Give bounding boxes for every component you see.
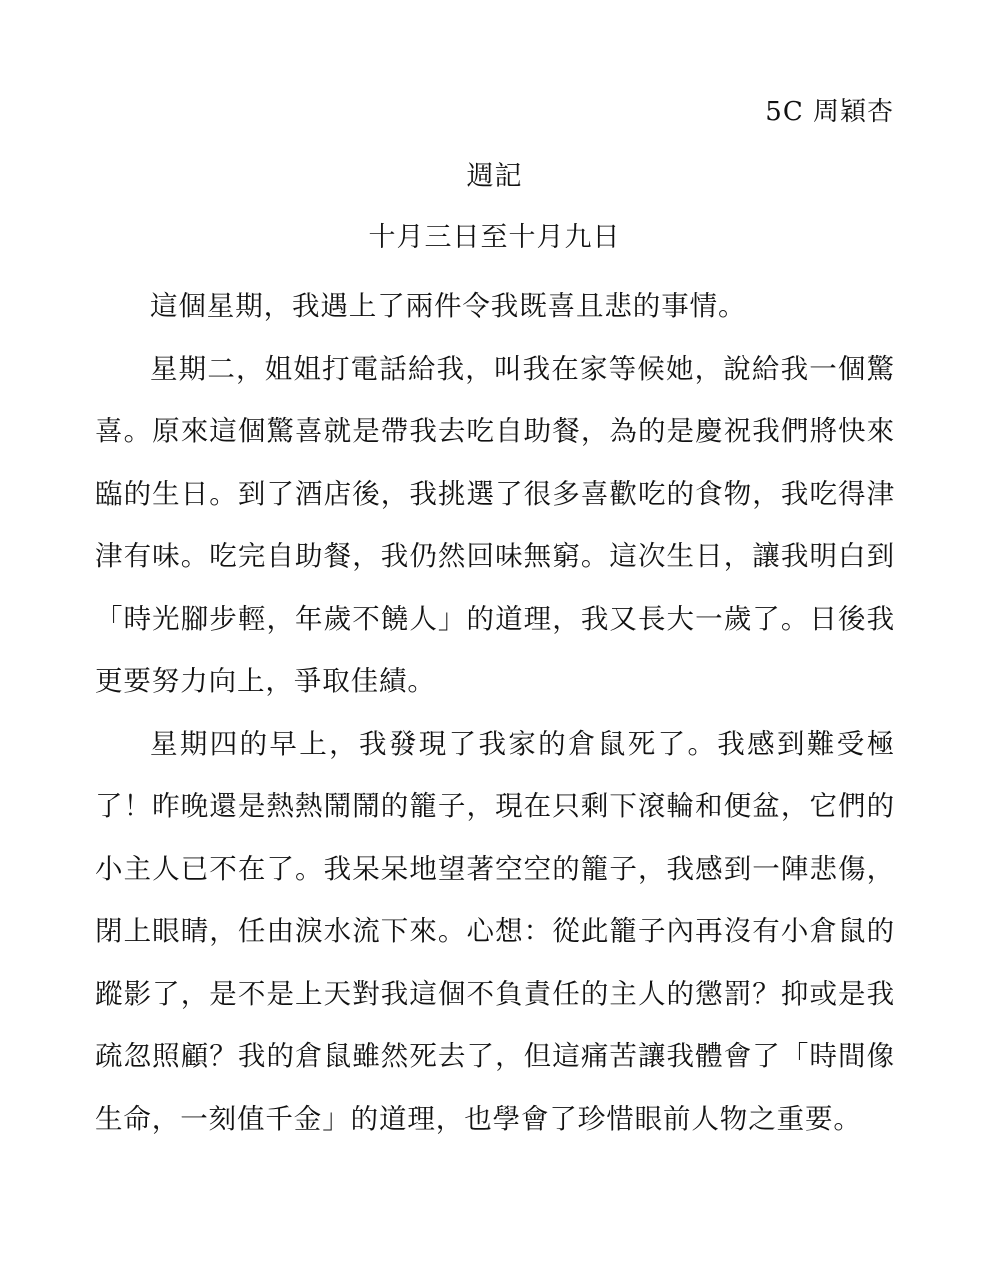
paragraph-intro: 這個星期，我遇上了兩件令我既喜且悲的事情。 <box>150 290 747 322</box>
date-range: 十月三日至十月九日 <box>368 222 621 253</box>
author-label: 5C 周穎杏 <box>765 97 894 127</box>
paragraph-thursday: 星期四的早上，我發現了我家的倉鼠死了。我感到難受極了！昨晚還是熱熱鬧鬧的籠子，現在只剩下滾輪和便盆，它們的小主人已不在了。我呆呆地望著空空的籠子，我感到一陣悲傷，閉上眼睛，任由淚水流下來。心想：從此籠子內再沒有小倉鼠的蹤影了，是不是上天對我這個不負責任的主人的懲罰？抑或是我疏忽照顧？我的倉鼠雖然死去了，但這痛苦讓我體會了「時間像生命，一刻值千金」的道理，也學會了珍惜眼前人物之重要。 <box>95 727 895 1135</box>
paragraph-tuesday: 星期二，姐姐打電話給我，叫我在家等候她，說給我一個驚喜。原來這個驚喜就是帶我去吃自助餐，為的是慶祝我們將快來臨的生日。到了酒店後，我挑選了很多喜歡吃的食物，我吃得津津有味。吃完自助餐，我仍然回味無窮。這次生日，讓我明白到「時光腳步輕，年歲不饒人」的道理，我又長大一歲了。日後我更要努力向上，爭取佳績。 <box>95 352 895 697</box>
document-title: 週記 <box>466 161 523 192</box>
document-body <box>95 275 895 1150</box>
